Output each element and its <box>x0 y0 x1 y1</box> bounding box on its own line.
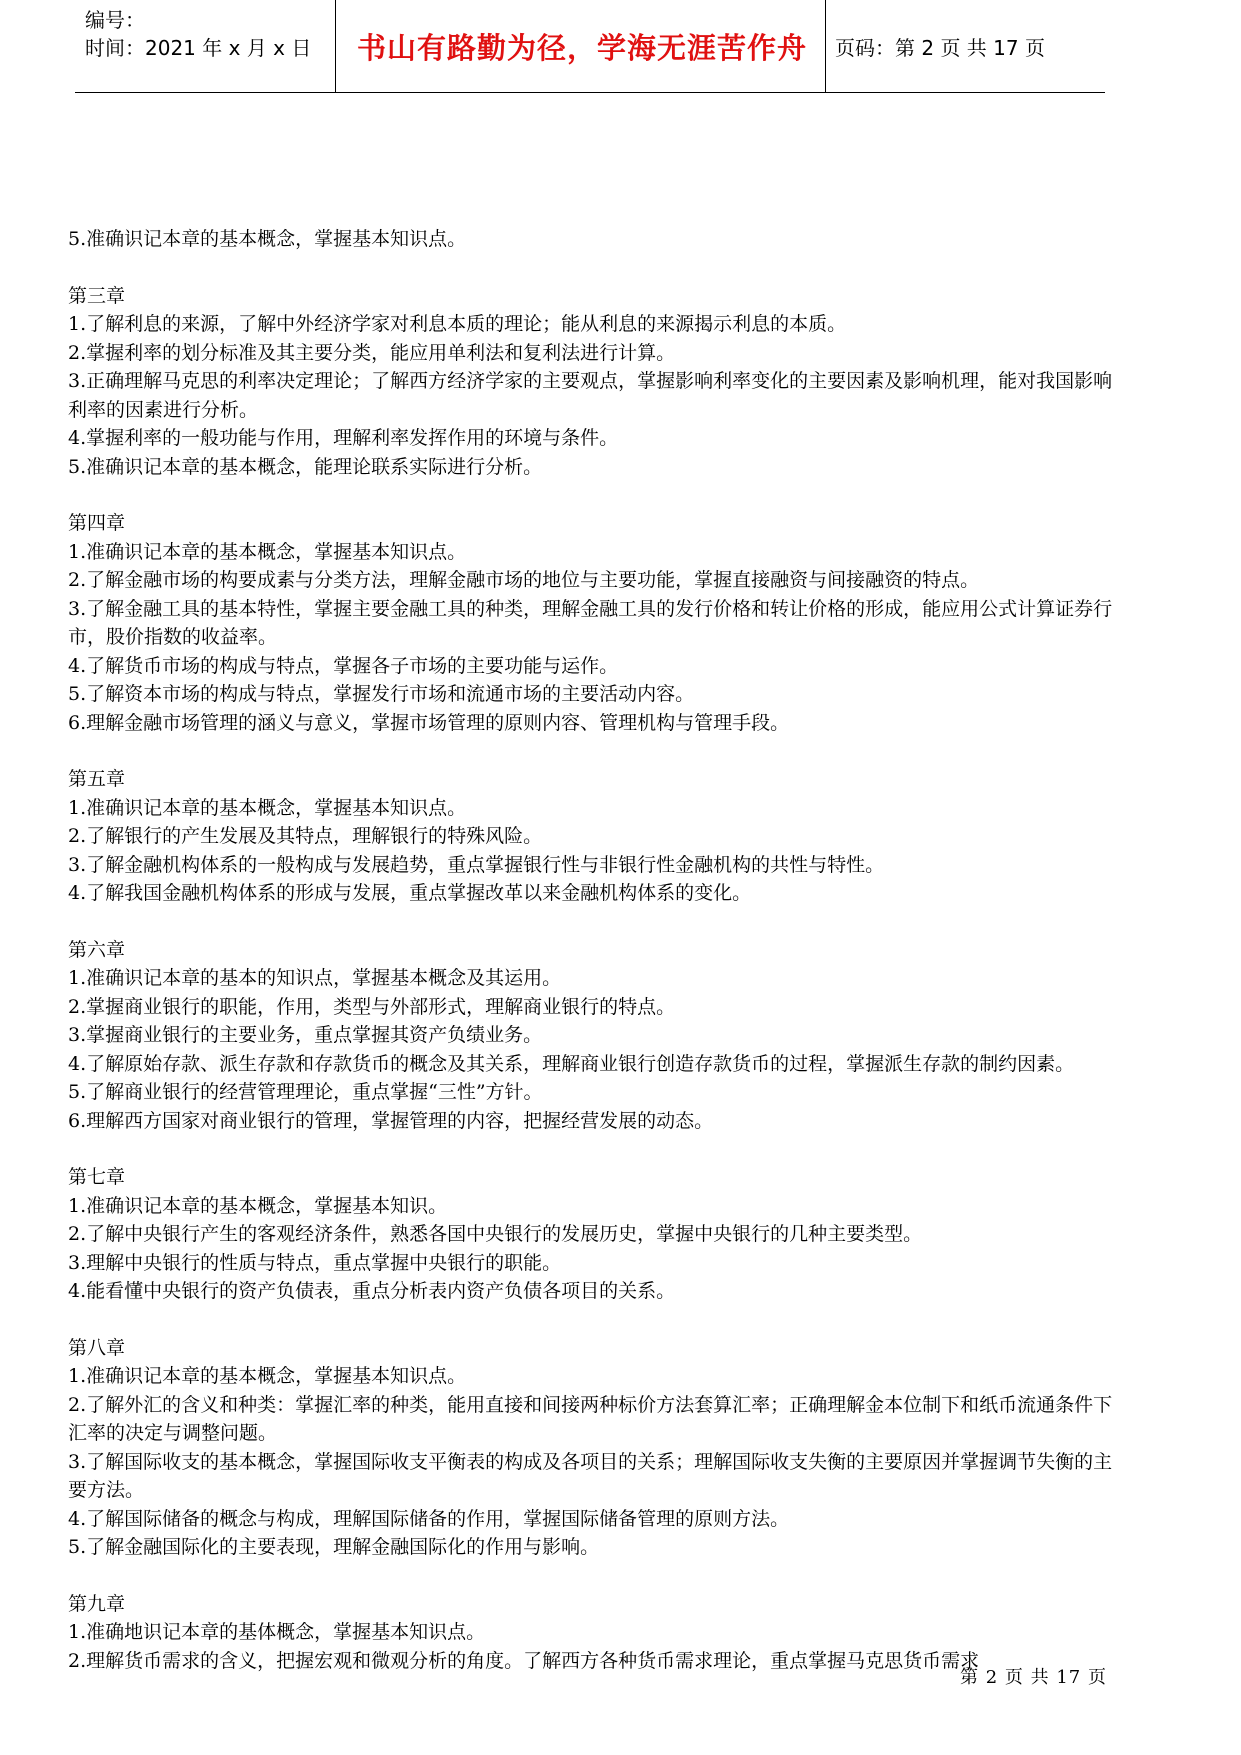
list-item: 4.了解国际储备的概念与构成，理解国际储备的作用，掌握国际储备管理的原则方法。 <box>68 1507 790 1530</box>
chapter-heading: 第八章 <box>68 1336 126 1359</box>
list-item: 4.能看懂中央银行的资产负债表，重点分析表内资产负债各项目的关系。 <box>68 1280 676 1302</box>
list-item: 3.正确理解马克思的利率决定理论；了解西方经济学家的主要观点，掌握影响利率变化的主要因素及影响机理，能对我国影响利率的因素进行分析。 <box>68 370 1113 421</box>
list-item: 1.准确识记本章的基本概念，掌握基本知识。 <box>68 1194 448 1217</box>
chapter-heading: 第四章 <box>68 512 126 534</box>
header-page-code: 页码：第 2 页 共 17 页 <box>835 35 1045 60</box>
chapter-heading: 第六章 <box>68 938 126 961</box>
list-item: 3.了解国际收支的基本概念，掌握国际收支平衡表的构成及各项目的关系；理解国际收支失衡的主要原因并掌握调节失衡的主要方法。 <box>68 1450 1113 1501</box>
list-item: 4.了解原始存款、派生存款和存款货币的概念及其关系，理解商业银行创造存款货币的过程，掌握派生存款的制约因素。 <box>68 1052 1075 1075</box>
list-item: 1.准确识记本章的基本的知识点，掌握基本概念及其运用。 <box>68 967 562 989</box>
list-item: 4.了解我国金融机构体系的形成与发展，重点掌握改革以来金融机构体系的变化。 <box>68 882 752 904</box>
list-item: 2.了解中央银行产生的客观经济条件，熟悉各国中央银行的发展历史，掌握中央银行的几种主要类型。 <box>68 1223 923 1245</box>
list-item: 2.掌握商业银行的职能，作用，类型与外部形式，理解商业银行的特点。 <box>68 995 676 1018</box>
list-item: 1.了解利息的来源，了解中外经济学家对利息本质的理论；能从利息的来源揭示利息的本质。 <box>68 313 847 335</box>
list-item: 1.准确识记本章的基本概念，掌握基本知识点。 <box>68 540 467 563</box>
section-chapter-4 <box>68 509 1128 737</box>
list-item: 5.准确识记本章的基本概念，掌握基本知识点。 <box>68 228 467 250</box>
list-item: 4.了解货币市场的构成与特点，掌握各子市场的主要功能与运作。 <box>68 654 619 677</box>
section-chapter-7 <box>68 1163 1128 1306</box>
header-divider-right <box>825 0 826 92</box>
list-item: 3.理解中央银行的性质与特点，重点掌握中央银行的职能。 <box>68 1251 562 1274</box>
page-footer: 第 2 页 共 17 页 <box>960 1667 1107 1688</box>
section-chapter-5 <box>68 765 1128 908</box>
list-item: 6.理解西方国家对商业银行的管理，掌握管理的内容，把握经营发展的动态。 <box>68 1109 714 1132</box>
list-item: 1.准确地识记本章的基体概念，掌握基本知识点。 <box>68 1621 486 1643</box>
header-motto: 书山有路勤为径，学海无涯苦作舟 <box>356 30 807 65</box>
section-continuation <box>68 225 1128 254</box>
header-meta <box>75 0 335 92</box>
list-item: 3.了解金融工具的基本特性，掌握主要金融工具的种类，理解金融工具的发行价格和转让价格的形成，能应用公式计算证券行市，股价指数的收益率。 <box>68 597 1113 648</box>
chapter-heading: 第五章 <box>68 768 126 790</box>
list-item: 6.理解金融市场管理的涵义与意义，掌握市场管理的原则内容、管理机构与管理手段。 <box>68 711 790 734</box>
section-chapter-6 <box>68 936 1128 1136</box>
document-number-label: 编号： <box>85 8 145 32</box>
chapter-heading: 第七章 <box>68 1166 126 1188</box>
page-header <box>75 0 1105 93</box>
document-time-label: 时间：2021 年 x 月 x 日 <box>85 36 312 60</box>
section-chapter-3 <box>68 282 1128 482</box>
chapter-heading: 第九章 <box>68 1592 126 1615</box>
header-divider-left <box>335 0 336 92</box>
list-item: 5.了解资本市场的构成与特点，掌握发行市场和流通市场的主要活动内容。 <box>68 683 695 705</box>
list-item: 5.了解商业银行的经营管理理论，重点掌握“三性”方针。 <box>68 1081 543 1103</box>
list-item: 2.掌握利率的划分标准及其主要分类，能应用单利法和复利法进行计算。 <box>68 341 676 364</box>
list-item: 2.了解金融市场的构要成素与分类方法，理解金融市场的地位与主要功能，掌握直接融资与间接融资的特点。 <box>68 569 980 591</box>
list-item: 3.了解金融机构体系的一般构成与发展趋势，重点掌握银行性与非银行性金融机构的共性与特性。 <box>68 853 885 876</box>
list-item: 1.准确识记本章的基本概念，掌握基本知识点。 <box>68 1365 467 1387</box>
document-body <box>68 225 1128 1703</box>
list-item: 5.准确识记本章的基本概念，能理论联系实际进行分析。 <box>68 455 543 478</box>
list-item: 4.掌握利率的一般功能与作用，理解利率发挥作用的环境与条件。 <box>68 427 619 449</box>
list-item: 1.准确识记本章的基本概念，掌握基本知识点。 <box>68 796 467 819</box>
section-chapter-8 <box>68 1334 1128 1562</box>
list-item: 2.了解外汇的含义和种类：掌握汇率的种类，能用直接和间接两种标价方法套算汇率；正确理解金本位制下和纸币流通条件下汇率的决定与调整问题。 <box>68 1393 1113 1444</box>
chapter-heading: 第三章 <box>68 284 126 307</box>
list-item: 5.了解金融国际化的主要表现，理解金融国际化的作用与影响。 <box>68 1536 600 1558</box>
list-item: 3.掌握商业银行的主要业务，重点掌握其资产负绩业务。 <box>68 1024 543 1046</box>
list-item: 2.理解货币需求的含义，把握宏观和微观分析的角度。了解西方各种货币需求理论，重点掌握马克思货币需求 <box>68 1649 980 1672</box>
list-item: 2.了解银行的产生发展及其特点，理解银行的特殊风险。 <box>68 825 543 847</box>
